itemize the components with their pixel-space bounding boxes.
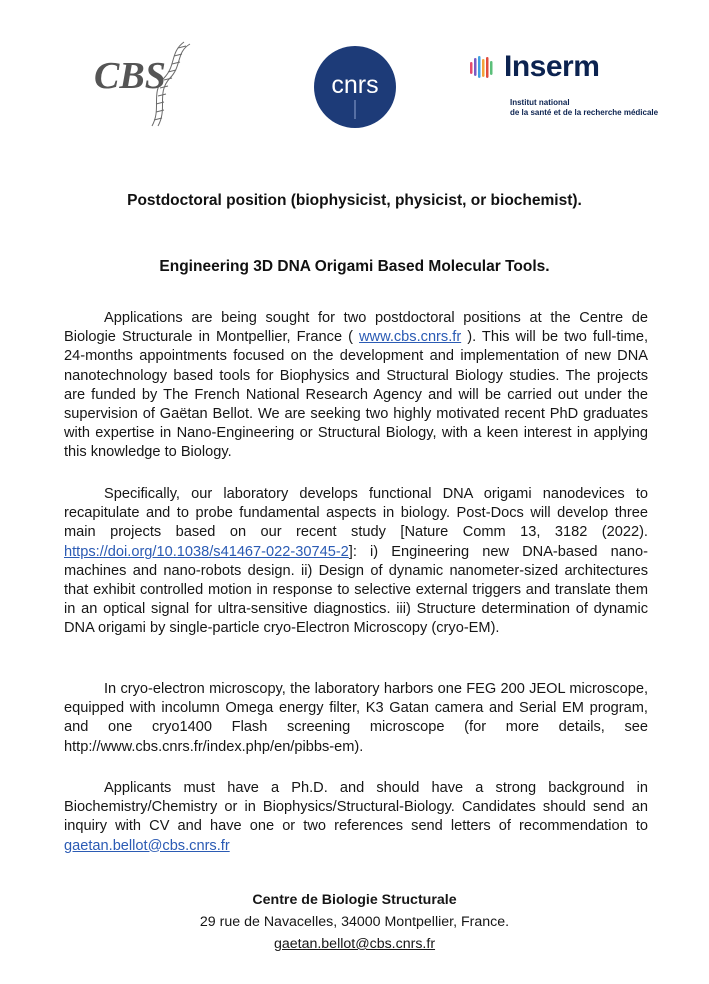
paragraph-cryo-em: In cryo-electron microscopy, the laboratory harbors one FEG 200 JEOL microscope, equipped with incolumn Omega energy filter, K3 Gatan camera and Serial EM program, and one cryo1400 Flash screening microscope (for more details, see http://www.cbs.cnrs.fr/index.php/en/pibbs-em). bbox=[64, 681, 648, 755]
paragraph-requirements bbox=[64, 779, 648, 856]
inserm-subtitle-line1: Institut national bbox=[510, 98, 570, 107]
position-title: Postdoctoral position (biophysicist, physicist, or biochemist). bbox=[127, 192, 582, 209]
doi-link[interactable]: https://doi.org/10.1038/s41467-022-30745-2 bbox=[64, 543, 349, 560]
paragraph-intro bbox=[64, 309, 648, 463]
paragraph-projects-text-a: Specifically, our laboratory develops functional DNA origami nanodevices to recapitulate and to probe fundamental aspects in biology. Post-Docs will develop three main projects based on our recent study [Nature Comm 13, 3182 (2022). bbox=[64, 486, 648, 541]
footer-organization: Centre de Biologie Structurale bbox=[252, 892, 457, 908]
inserm-bars-icon bbox=[470, 56, 496, 80]
paragraph-projects bbox=[64, 485, 648, 639]
paragraph-requirements-text: Applicants must have a Ph.D. and should have a strong background in Biochemistry/Chemistry or in Biophysics/Structural-Biology. Candidates should send an inquiry with CV and have one or two references send letters of recommendation to bbox=[64, 780, 648, 835]
contact-email-link[interactable]: gaetan.bellot@cbs.cnrs.fr bbox=[64, 837, 230, 854]
inserm-logo bbox=[470, 50, 659, 122]
cnrs-logo-graphic bbox=[313, 45, 397, 129]
inserm-subtitle bbox=[510, 98, 658, 118]
cbs-website-link[interactable]: www.cbs.cnrs.fr bbox=[359, 329, 462, 346]
cnrs-logo-text: cnrs bbox=[331, 71, 379, 99]
paragraph-intro-text-a: Applications are being sought for two postdoctoral positions at the Centre de Biologie Structurale in Montpellier, France ( bbox=[64, 310, 648, 346]
cbs-logo bbox=[92, 38, 192, 130]
cnrs-logo bbox=[313, 45, 397, 129]
cbs-logo-graphic bbox=[92, 38, 192, 130]
paragraph-intro-text-b: ). This will be two full-time, 24-months appointments focused on the development and implementation of new DNA nanotechnology based tools for Biophysics and Structural Biology studies. The projects are funded by The French National Research Agency and will be carried out under the supervision of Gaëtan Bellot. We are seeking two highly motivated recent PhD graduates with expertise in Nano-Engineering or Structural Biology, with a keen interest in applying this knowledge to Biology. bbox=[64, 329, 648, 461]
project-title: Engineering 3D DNA Origami Based Molecular Tools. bbox=[159, 258, 550, 275]
footer-email-link[interactable]: gaetan.bellot@cbs.cnrs.fr bbox=[273, 936, 436, 952]
inserm-subtitle-line2: de la santé et de la recherche médicale bbox=[510, 108, 659, 117]
cbs-logo-text: CBS bbox=[94, 55, 166, 97]
footer-address: 29 rue de Navacelles, 34000 Montpellier, France. bbox=[199, 914, 510, 930]
inserm-wordmark: Inserm bbox=[504, 50, 600, 83]
paragraph-projects-text-b: ]: i) Engineering new DNA-based nano-machines and nano-robots design. ii) Design of dynamic nanometer-sized architectures that exhibit controlled motion in response to selective external triggers and translate them in an optical signal for ultra-sensitive diagnostics. iii) Structure determination of dynamic DNA origami by single-particle cryo-Electron Microscopy (cryo-EM). bbox=[64, 543, 648, 637]
